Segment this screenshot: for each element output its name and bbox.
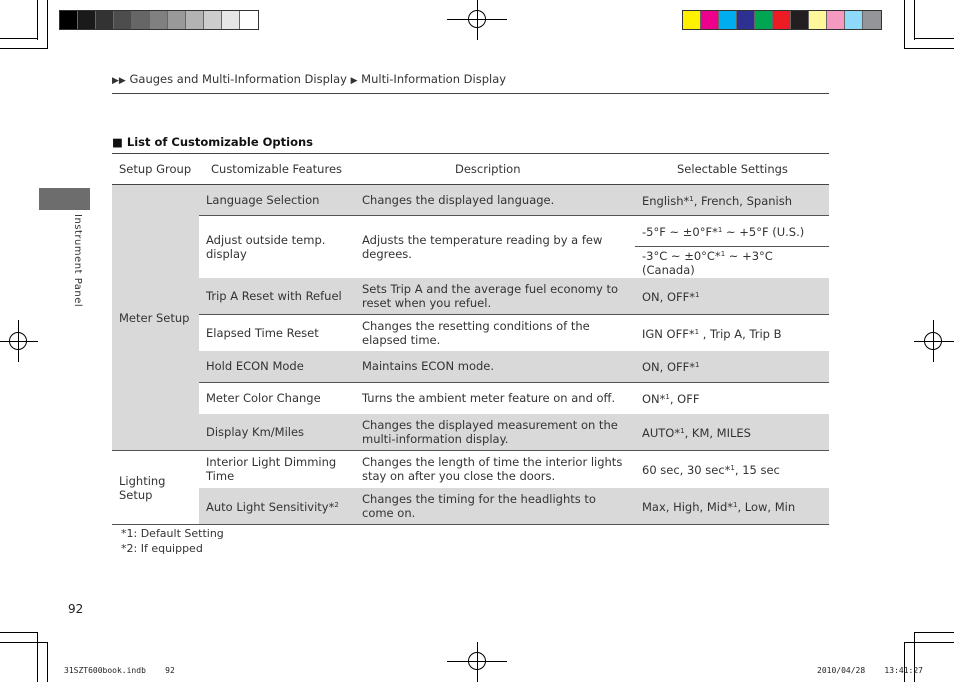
header-description: Description <box>355 154 635 185</box>
setting-text-rest: , OFF <box>669 392 700 407</box>
gray-swatch <box>60 11 78 29</box>
setting-cell <box>635 451 829 488</box>
feature-text: Auto Light Sensitivity* <box>206 499 335 514</box>
gray-swatch <box>168 11 186 29</box>
feature-cell: Elapsed Time Reset <box>199 315 355 351</box>
color-swatch <box>773 11 791 29</box>
color-swatch <box>737 11 755 29</box>
feature-cell: Meter Color Change <box>199 383 355 414</box>
footnote-ref: 2 <box>334 500 339 509</box>
table-row <box>112 185 829 216</box>
feature-cell: Display Km/Miles <box>199 414 355 451</box>
grayscale-color-bar <box>59 10 259 30</box>
color-swatch <box>683 11 701 29</box>
gray-swatch <box>114 11 132 29</box>
color-swatch <box>755 11 773 29</box>
table-row <box>112 315 829 351</box>
description-cell: Changes the displayed measurement on the multi-information display. <box>355 414 635 451</box>
setting-text: -3°C ~ ±0°C* <box>642 249 721 264</box>
color-swatch <box>827 11 845 29</box>
page-number: 92 <box>68 602 84 616</box>
setting-text: 60 sec, 30 sec* <box>642 463 731 478</box>
setting-text: ON, OFF* <box>642 360 695 375</box>
footnote-ref: 1 <box>694 327 700 336</box>
group-lighting-setup: Lighting Setup <box>112 451 199 525</box>
feature-cell: Trip A Reset with Refuel <box>199 278 355 315</box>
gray-swatch <box>240 11 258 29</box>
feature-cell: Language Selection <box>199 185 355 216</box>
table-row <box>112 414 829 451</box>
setting-text: IGN OFF* <box>642 326 695 341</box>
breadcrumb-separator: ▶ <box>350 76 358 86</box>
color-swatch <box>701 11 719 29</box>
header-setup-group: Setup Group <box>112 154 199 185</box>
process-color-bar <box>682 10 882 30</box>
setting-text-rest: , KM, MILES <box>684 425 751 440</box>
table-row <box>112 278 829 315</box>
footnote-ref: 1 <box>733 500 738 509</box>
footnote-default-setting: *1: Default Setting <box>121 527 224 540</box>
setting-cell <box>635 315 829 351</box>
header-rule <box>112 93 829 94</box>
gray-swatch <box>204 11 222 29</box>
section-title: ■ List of Customizable Options <box>112 135 313 149</box>
footnote-ref: 1 <box>730 464 735 473</box>
feature-cell: Hold ECON Mode <box>199 351 355 383</box>
setting-text-rest: , Trip A, Trip B <box>699 326 782 341</box>
setting-text-rest: , 15 sec <box>734 463 780 478</box>
gray-swatch <box>150 11 168 29</box>
header-selectable-settings: Selectable Settings <box>635 154 829 185</box>
gray-swatch <box>132 11 150 29</box>
setting-text-rest: ~ +5°F (U.S.) <box>722 225 805 239</box>
footnote-ref: 1 <box>680 426 685 435</box>
chapter-tab <box>39 188 90 210</box>
feature-cell: Interior Light Dimming Time <box>199 451 355 488</box>
header-customizable-features: Customizable Features <box>199 154 355 185</box>
setting-cell <box>635 278 829 315</box>
footnote-ref: 1 <box>665 393 670 402</box>
setting-text-rest: , Low, Min <box>737 499 796 514</box>
setting-text: ON* <box>642 392 666 407</box>
description-cell: Changes the timing for the headlights to come on. <box>355 488 635 525</box>
footnote-if-equipped: *2: If equipped <box>121 542 203 555</box>
setting-cell <box>635 414 829 451</box>
setting-cell <box>635 383 829 414</box>
breadcrumb-page: Multi-Information Display <box>361 72 507 86</box>
footnote-ref: 1 <box>720 250 726 259</box>
slug-datetime: 2010/04/28 13:41:27 <box>817 666 923 675</box>
color-swatch <box>719 11 737 29</box>
breadcrumb-section: Gauges and Multi-Information Display <box>129 72 347 86</box>
setting-text: English* <box>642 194 690 208</box>
setting-text: AUTO* <box>642 425 681 440</box>
setting-cell <box>635 247 829 278</box>
setting-text: ON, OFF* <box>642 289 695 304</box>
slug-file: 31SZT600book.indb 92 <box>64 666 175 675</box>
feature-cell: Adjust outside temp. display <box>199 216 355 278</box>
setting-cell <box>635 216 829 247</box>
setting-cell <box>635 351 829 383</box>
description-cell: Changes the length of time the interior lights stay on after you close the doors. <box>355 451 635 488</box>
description-cell: Sets Trip A and the average fuel economy to reset when you refuel. <box>355 278 635 315</box>
setting-text-rest: ~ +3°C (Canada) <box>642 249 773 278</box>
gray-swatch <box>186 11 204 29</box>
breadcrumb <box>112 72 506 86</box>
description-cell: Changes the resetting conditions of the elapsed time. <box>355 315 635 351</box>
setting-text: -5°F ~ ±0°F* <box>642 225 718 239</box>
setting-text-rest: , French, Spanish <box>693 194 793 208</box>
table-row <box>112 451 829 488</box>
setting-text: Max, High, Mid* <box>642 499 733 514</box>
chapter-tab-label: Instrument Panel <box>72 214 83 308</box>
setting-cell <box>635 185 829 216</box>
description-cell: Changes the displayed language. <box>355 185 635 216</box>
description-cell: Maintains ECON mode. <box>355 351 635 383</box>
breadcrumb-arrows: ▶▶ <box>112 76 126 86</box>
color-swatch <box>863 11 881 29</box>
feature-cell <box>199 488 355 525</box>
gray-swatch <box>222 11 240 29</box>
table-row <box>112 351 829 383</box>
customizable-options-table <box>112 153 829 525</box>
footnote-ref: 1 <box>695 361 700 370</box>
color-swatch <box>809 11 827 29</box>
table-row <box>112 383 829 414</box>
description-cell: Turns the ambient meter feature on and off. <box>355 383 635 414</box>
description-cell: Adjusts the temperature reading by a few degrees. <box>355 216 635 278</box>
group-meter-setup: Meter Setup <box>112 185 199 451</box>
table-row <box>112 216 829 247</box>
color-swatch <box>791 11 809 29</box>
setting-cell <box>635 488 829 525</box>
footnote-ref: 1 <box>689 195 694 203</box>
footnote-ref: 1 <box>695 290 700 299</box>
table-header-row <box>112 154 829 185</box>
color-swatch <box>845 11 863 29</box>
gray-swatch <box>96 11 114 29</box>
footnote-ref: 1 <box>717 226 723 234</box>
table-row <box>112 488 829 525</box>
gray-swatch <box>78 11 96 29</box>
